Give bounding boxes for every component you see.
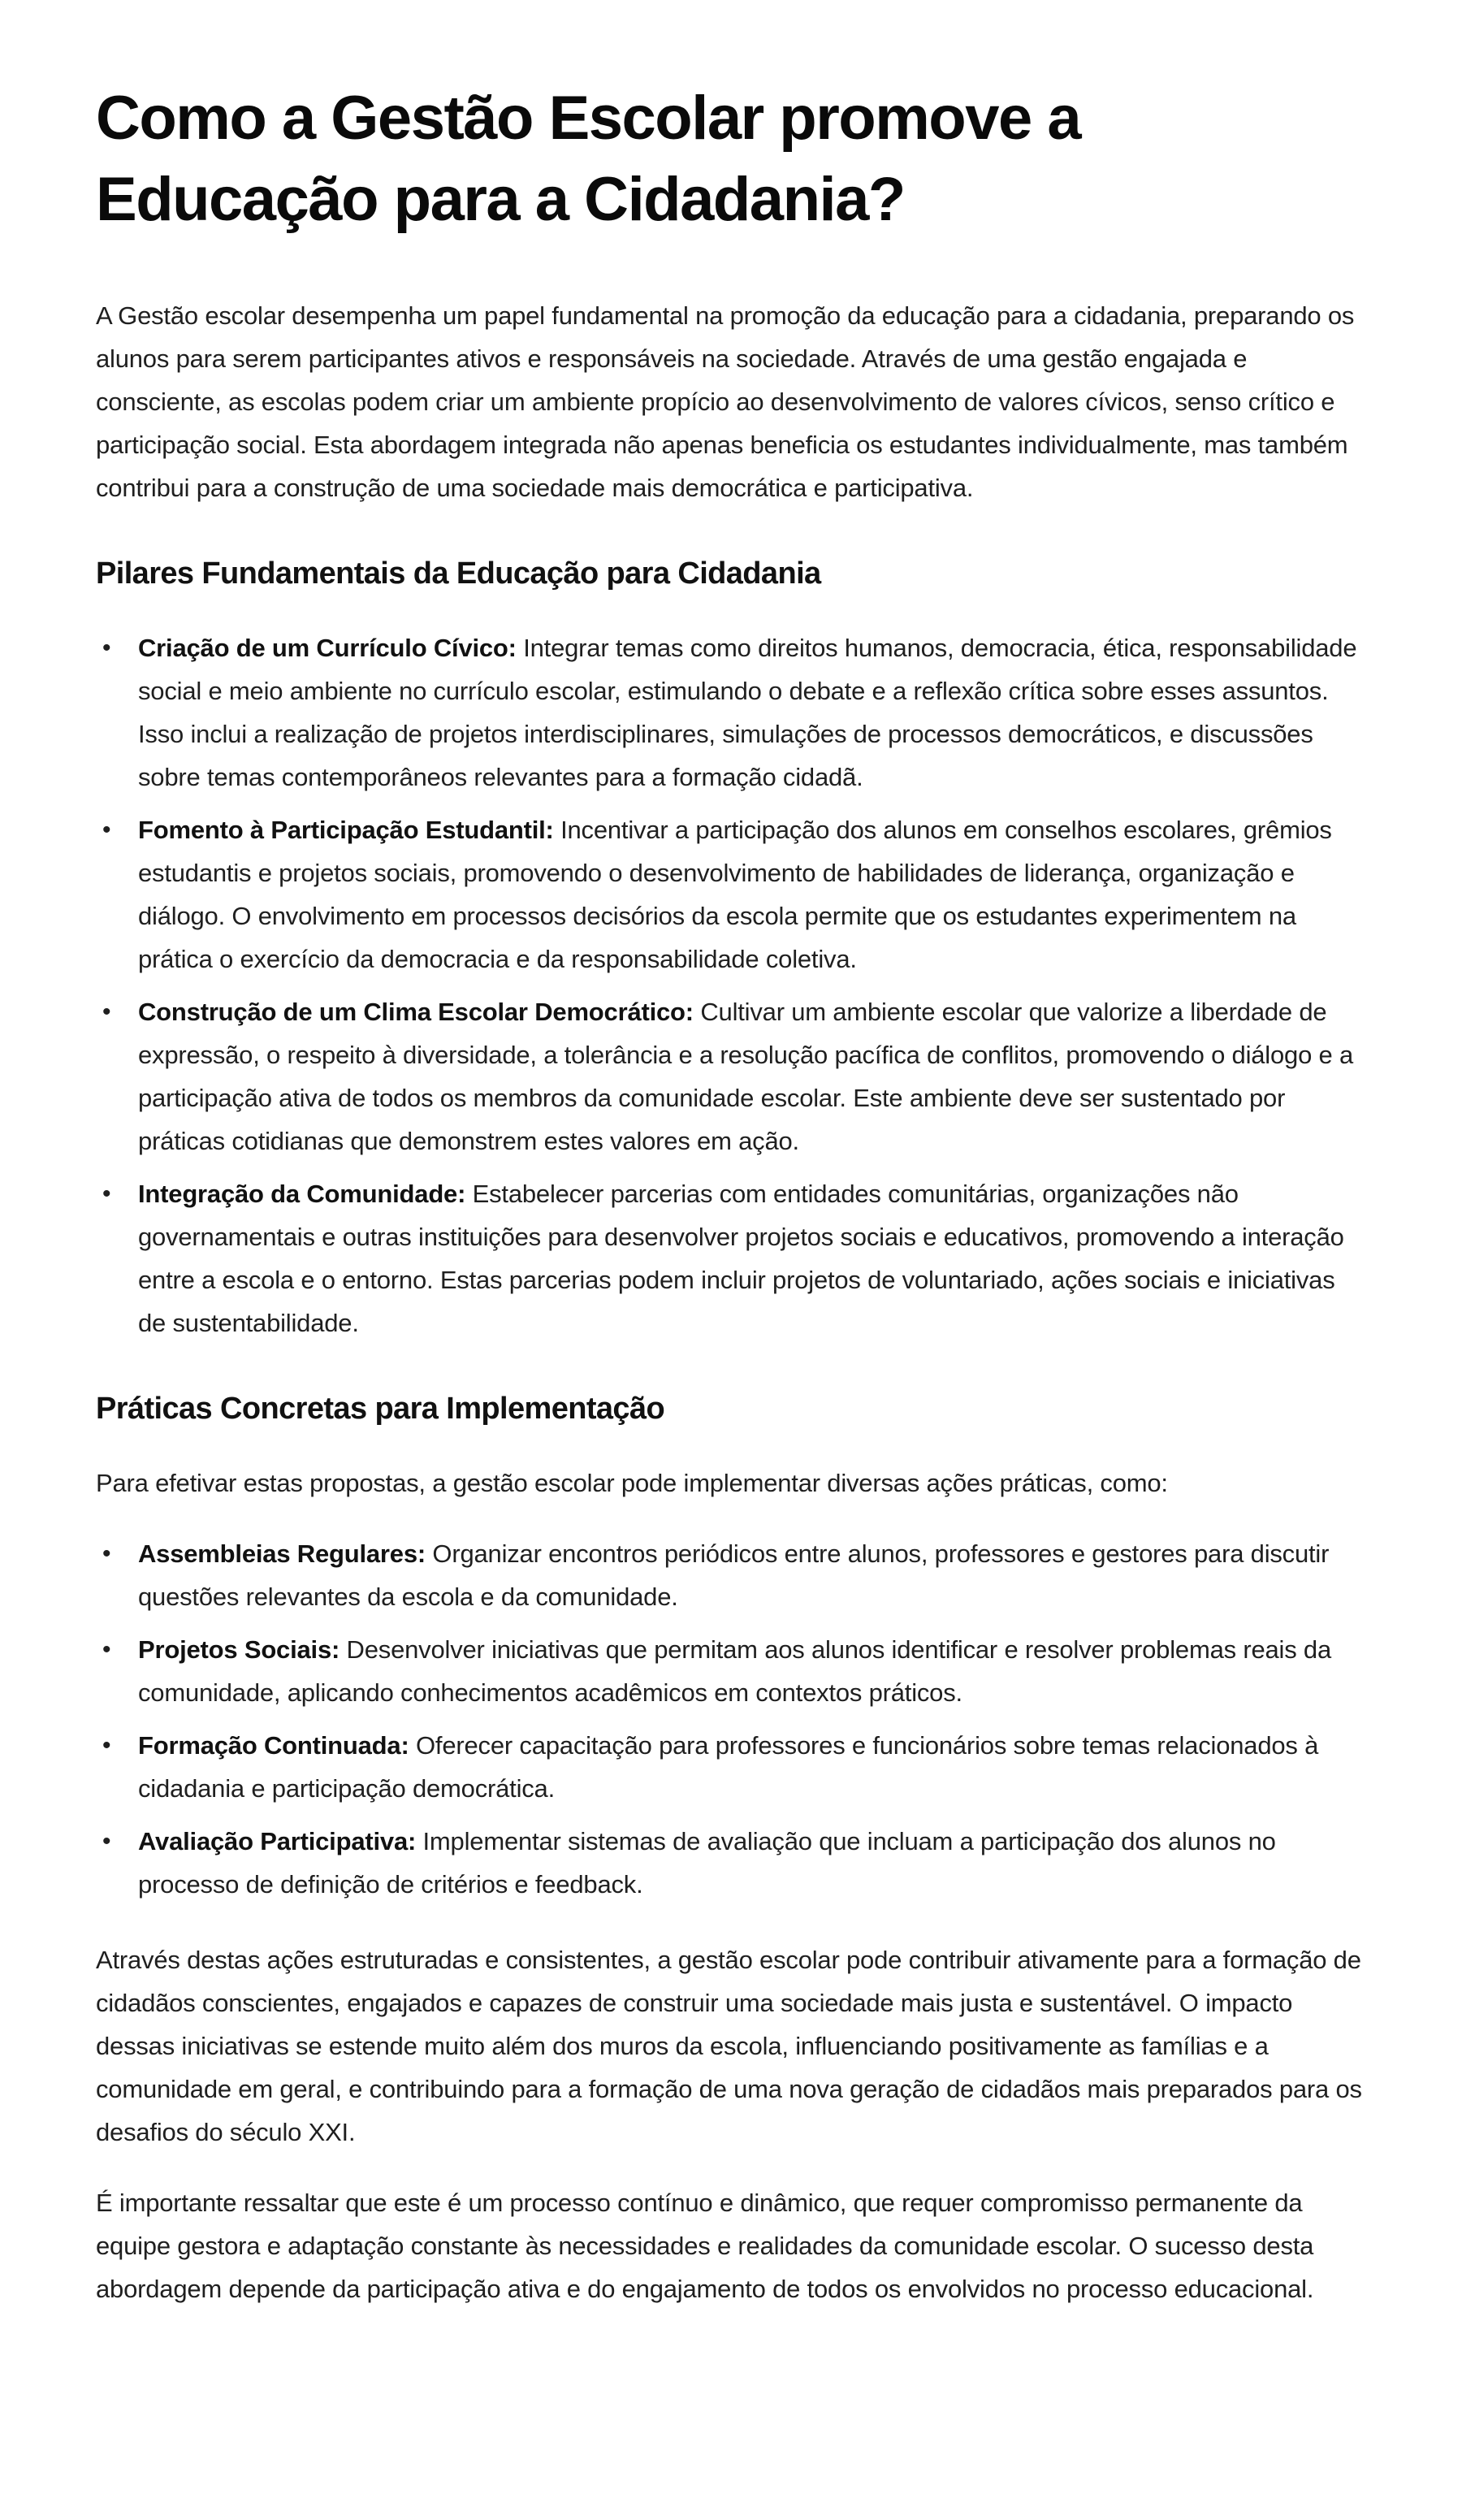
list-item bbox=[102, 990, 1366, 1163]
bullet-icon: • bbox=[102, 1732, 111, 1759]
bullet-icon: • bbox=[102, 1828, 111, 1855]
item-term: Assembleias Regulares: bbox=[138, 1539, 426, 1568]
item-text: Cultivar um ambiente escolar que valorize a liberdade de expressão, o respeito à diversidade, a tolerância e a resolução pacífica de conflitos, promovendo o diálogo e a participação ativa de todos os membros da comunidade escolar. Este ambiente deve ser sustentado por práticas cotidianas que demonstrem estes valores em ação. bbox=[138, 998, 1354, 1155]
bullet-icon: • bbox=[102, 998, 111, 1025]
list-item bbox=[102, 626, 1366, 799]
bullet-icon: • bbox=[102, 1540, 111, 1567]
section-lead-paragraph: Para efetivar estas propostas, a gestão escolar pode implementar diversas ações práticas, como: bbox=[96, 1469, 1168, 1497]
item-term: Formação Continuada: bbox=[138, 1731, 409, 1760]
item-text: Oferecer capacitação para professores e funcionários sobre temas relacionados à cidadania e participação democrática. bbox=[138, 1731, 1319, 1803]
list-item bbox=[102, 1820, 1366, 1906]
item-text: Desenvolver iniciativas que permitam aos alunos identificar e resolver problemas reais da comunidade, aplicando conhecimentos acadêmicos em contextos práticos. bbox=[138, 1635, 1332, 1707]
bullet-icon: • bbox=[102, 816, 111, 843]
page-title: Como a Gestão Escolar promove a Educação para a Cidadania? bbox=[96, 84, 1081, 234]
section-heading-pilares: Pilares Fundamentais da Educação para Cidadania bbox=[96, 556, 821, 591]
item-text: Incentivar a participação dos alunos em conselhos escolares, grêmios estudantis e projetos sociais, promovendo o desenvolvimento de habilidades de liderança, organização e diálogo. O envolvimento em processos decisórios da escola permite que os estudantes experimentem na prática o exercício da democracia e da responsabilidade coletiva. bbox=[138, 816, 1332, 973]
item-term: Avaliação Participativa: bbox=[138, 1827, 417, 1855]
list-item bbox=[102, 808, 1366, 981]
item-text: Integrar temas como direitos humanos, democracia, ética, responsabilidade social e meio ambiente no currículo escolar, estimulando o debate e a reflexão crítica sobre esses assuntos. Isso inclui a realização de projetos interdisciplinares, simulações de processos democráticos, e discussões sobre temas contemporâneos relevantes para a formação cidadã. bbox=[138, 634, 1357, 791]
closing-paragraph: É importante ressaltar que este é um processo contínuo e dinâmico, que requer compromisso permanente da equipe gestora e adaptação constante às necessidades e realidades da comunidade escolar. O sucesso desta abordagem depende da participação ativa e do engajamento de todos os envolvidos no processo educacional. bbox=[96, 2189, 1314, 2303]
item-text: Organizar encontros periódicos entre alunos, professores e gestores para discutir questões relevantes da escola e da comunidade. bbox=[138, 1539, 1330, 1611]
list-item bbox=[102, 1172, 1366, 1344]
intro-paragraph: A Gestão escolar desempenha um papel fundamental na promoção da educação para a cidadania, preparando os alunos para serem participantes ativos e responsáveis na sociedade. Através de uma gestão engajada e consciente, as escolas podem criar um ambiente propício ao desenvolvimento de valores cívicos, senso crítico e participação social. Esta abordagem integrada não apenas beneficia os estudantes individualmente, mas também contribui para a construção de uma sociedade mais democrática e participativa. bbox=[96, 301, 1355, 502]
bullet-icon: • bbox=[102, 1180, 111, 1207]
conclusion-paragraph: Através destas ações estruturadas e consistentes, a gestão escolar pode contribuir ativamente para a formação de cidadãos conscientes, engajados e capazes de construir uma sociedade mais justa e sustentável. O impacto dessas iniciativas se estende muito além dos muros da escola, influenciando positivamente as famílias e a comunidade em geral, e contribuindo para a formação de uma nova geração de cidadãos mais preparados para os desafios do século XXI. bbox=[96, 1946, 1362, 2146]
item-term: Construção de um Clima Escolar Democrático: bbox=[138, 998, 694, 1026]
bullet-icon: • bbox=[102, 634, 111, 661]
section-heading-praticas: Práticas Concretas para Implementação bbox=[96, 1392, 665, 1426]
item-text: Estabelecer parcerias com entidades comunitárias, organizações não governamentais e outras instituições para desenvolver projetos sociais e educativos, promovendo a interação entre a escola e o entorno. Estas parcerias podem incluir projetos de voluntariado, ações sociais e iniciativas de sustentabilidade. bbox=[138, 1180, 1344, 1337]
list-item bbox=[102, 1628, 1366, 1714]
item-term: Criação de um Currículo Cívico: bbox=[138, 634, 517, 662]
item-text: Implementar sistemas de avaliação que incluam a participação dos alunos no processo de definição de critérios e feedback. bbox=[138, 1827, 1276, 1899]
praticas-list bbox=[96, 1532, 1366, 1906]
pilares-list bbox=[96, 626, 1366, 1344]
item-term: Fomento à Participação Estudantil: bbox=[138, 816, 554, 844]
bullet-icon: • bbox=[102, 1636, 111, 1663]
item-term: Integração da Comunidade: bbox=[138, 1180, 466, 1208]
list-item bbox=[102, 1724, 1366, 1810]
item-term: Projetos Sociais: bbox=[138, 1635, 340, 1664]
list-item bbox=[102, 1532, 1366, 1618]
